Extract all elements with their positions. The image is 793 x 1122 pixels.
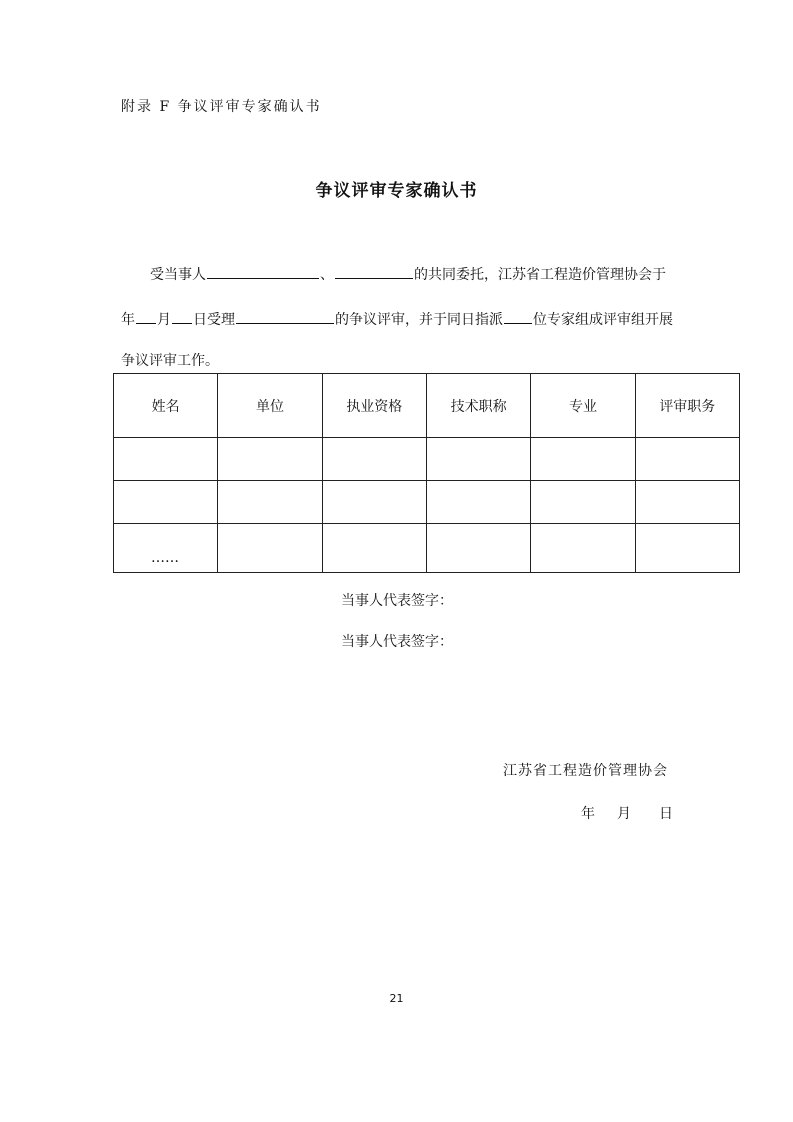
paragraph-line-1 — [150, 264, 666, 284]
table-cell — [114, 438, 218, 481]
party-a-blank — [207, 264, 319, 279]
table-cell — [218, 438, 322, 481]
text-segment: 位专家组成评审组开展 — [533, 312, 673, 328]
expert-count-blank — [504, 309, 532, 324]
table-cell — [218, 481, 322, 524]
party-b-blank — [335, 264, 413, 279]
table-cell — [114, 481, 218, 524]
table-cell — [426, 481, 530, 524]
text-segment: 、 — [320, 267, 334, 283]
header-qualification: 执业资格 — [322, 374, 426, 438]
table-row — [114, 438, 740, 481]
appendix-label: 附录 F 争议评审专家确认书 — [121, 99, 322, 115]
table-cell — [635, 481, 739, 524]
table-cell — [426, 524, 530, 573]
date-year: 年 — [581, 806, 595, 822]
date-month: 月 — [617, 806, 631, 822]
month-blank — [136, 309, 156, 324]
text-segment: 日受理 — [193, 312, 235, 328]
table-cell — [426, 438, 530, 481]
document-title: 争议评审专家确认书 — [315, 181, 478, 201]
header-role: 评审职务 — [635, 374, 739, 438]
table-cell — [322, 481, 426, 524]
party-signature-1: 当事人代表签字： — [341, 593, 453, 609]
text-segment: 年 — [121, 312, 135, 328]
header-unit: 单位 — [218, 374, 322, 438]
table-cell — [635, 438, 739, 481]
table-header-row — [114, 374, 740, 438]
table-cell — [531, 438, 635, 481]
table-cell — [322, 524, 426, 573]
table-cell — [322, 438, 426, 481]
expert-table — [113, 373, 740, 573]
table-cell: …… — [114, 524, 218, 573]
text-segment: 的争议评审，并于同日指派 — [335, 312, 503, 328]
paragraph-line-2 — [121, 309, 673, 329]
table-cell — [531, 481, 635, 524]
table-cell — [531, 524, 635, 573]
table-row — [114, 524, 740, 573]
table-cell — [218, 524, 322, 573]
day-blank — [172, 309, 192, 324]
text-segment: 的共同委托，江苏省工程造价管理协会于 — [414, 267, 666, 283]
date-day: 日 — [659, 806, 673, 822]
header-title: 技术职称 — [426, 374, 530, 438]
table-row — [114, 481, 740, 524]
page-number: 21 — [389, 992, 404, 1005]
organization-name: 江苏省工程造价管理协会 — [503, 763, 668, 779]
text-segment: 受当事人 — [150, 267, 206, 283]
signature-date — [581, 803, 673, 823]
text-segment: 月 — [157, 312, 171, 328]
header-name: 姓名 — [114, 374, 218, 438]
header-specialty: 专业 — [531, 374, 635, 438]
party-signature-2: 当事人代表签字： — [341, 634, 453, 650]
table-cell — [635, 524, 739, 573]
case-blank — [236, 309, 334, 324]
paragraph-line-3: 争议评审工作。 — [121, 353, 219, 369]
